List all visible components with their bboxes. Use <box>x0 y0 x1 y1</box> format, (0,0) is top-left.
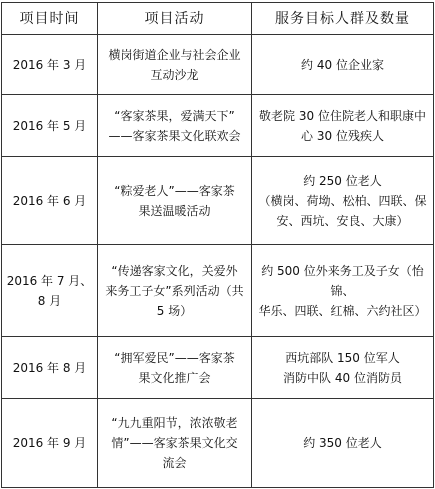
activity-cell <box>98 245 252 337</box>
table-row <box>2 337 434 399</box>
activity-text: 互动沙龙 <box>150 67 199 82</box>
audience-text: 西坑部队 150 位军人 <box>285 350 400 365</box>
table-row <box>2 157 434 245</box>
activity-text: “粽爱老人”——客家茶 <box>114 183 235 198</box>
audience-cell <box>252 399 434 488</box>
date-text: 2016 年 5 月 <box>12 118 87 133</box>
activity-text: “拥军爱民”——客家茶 <box>114 350 235 365</box>
activity-text: “九九重阳节，浓浓敬老 <box>111 416 238 430</box>
date-text: 2016 年 9 月 <box>12 436 87 450</box>
audience-cell <box>252 95 434 157</box>
audience-text: 消防中队 40 位消防员 <box>283 370 402 385</box>
audience-cell <box>252 35 434 95</box>
date-text: 8 月 <box>37 293 62 308</box>
activity-schedule-table <box>1 2 434 488</box>
audience-text: 华乐、四联、红棉、六约社区） <box>258 303 427 318</box>
date-cell <box>2 399 98 488</box>
date-cell <box>2 337 98 399</box>
audience-cell <box>252 337 434 399</box>
audience-text: （横岗、荷坳、松柏、四联、保 <box>258 193 427 208</box>
audience-text: 约 40 位企业家 <box>301 57 384 72</box>
date-cell <box>2 245 98 337</box>
activity-text: 来务工子女”系列活动（共 <box>105 283 244 298</box>
activity-text: ——客家茶果文化联欢会 <box>108 128 241 143</box>
table-row <box>2 95 434 157</box>
header-row <box>2 3 434 35</box>
date-text: 2016 年 3 月 <box>12 57 87 72</box>
audience-text: 心 30 位残疾人 <box>301 128 384 143</box>
audience-text: 安、西坑、安良、大康） <box>276 213 409 228</box>
audience-text: 约 500 位外来务工及子女（怡锦、 <box>261 263 424 298</box>
table-row <box>2 35 434 95</box>
table-row <box>2 245 434 337</box>
header-audience: 服务目标人群及数量 <box>252 3 434 35</box>
activity-cell <box>98 337 252 399</box>
activity-text: “客家茶果，爱满天下” <box>114 108 235 123</box>
header-time: 项目时间 <box>2 3 98 35</box>
date-cell <box>2 35 98 95</box>
audience-text: 约 250 位老人 <box>303 173 382 188</box>
audience-text: 敬老院 30 位住院老人和职康中 <box>259 108 426 123</box>
activity-cell <box>98 157 252 245</box>
activity-text: 果送温暖活动 <box>138 203 211 218</box>
date-cell <box>2 95 98 157</box>
activity-text: 横岗街道企业与社会企业 <box>108 47 241 62</box>
activity-cell <box>98 399 252 488</box>
audience-cell <box>252 157 434 245</box>
date-cell <box>2 157 98 245</box>
activity-text: 流会 <box>162 456 187 470</box>
activity-cell <box>98 95 252 157</box>
activity-text: 情”——客家茶果文化交 <box>111 436 238 450</box>
activity-cell <box>98 35 252 95</box>
date-text: 2016 年 6 月 <box>12 193 87 208</box>
audience-cell <box>252 245 434 337</box>
date-text: 2016 年 7 月、 <box>6 273 93 288</box>
header-activity: 项目活动 <box>98 3 252 35</box>
activity-text: “传递客家文化，关爱外 <box>111 263 238 278</box>
activity-text: 果文化推广会 <box>138 370 211 385</box>
date-text: 2016 年 8 月 <box>12 360 87 375</box>
audience-text: 约 350 位老人 <box>303 436 382 450</box>
table-row <box>2 399 434 488</box>
activity-text: 5 场） <box>156 303 193 318</box>
